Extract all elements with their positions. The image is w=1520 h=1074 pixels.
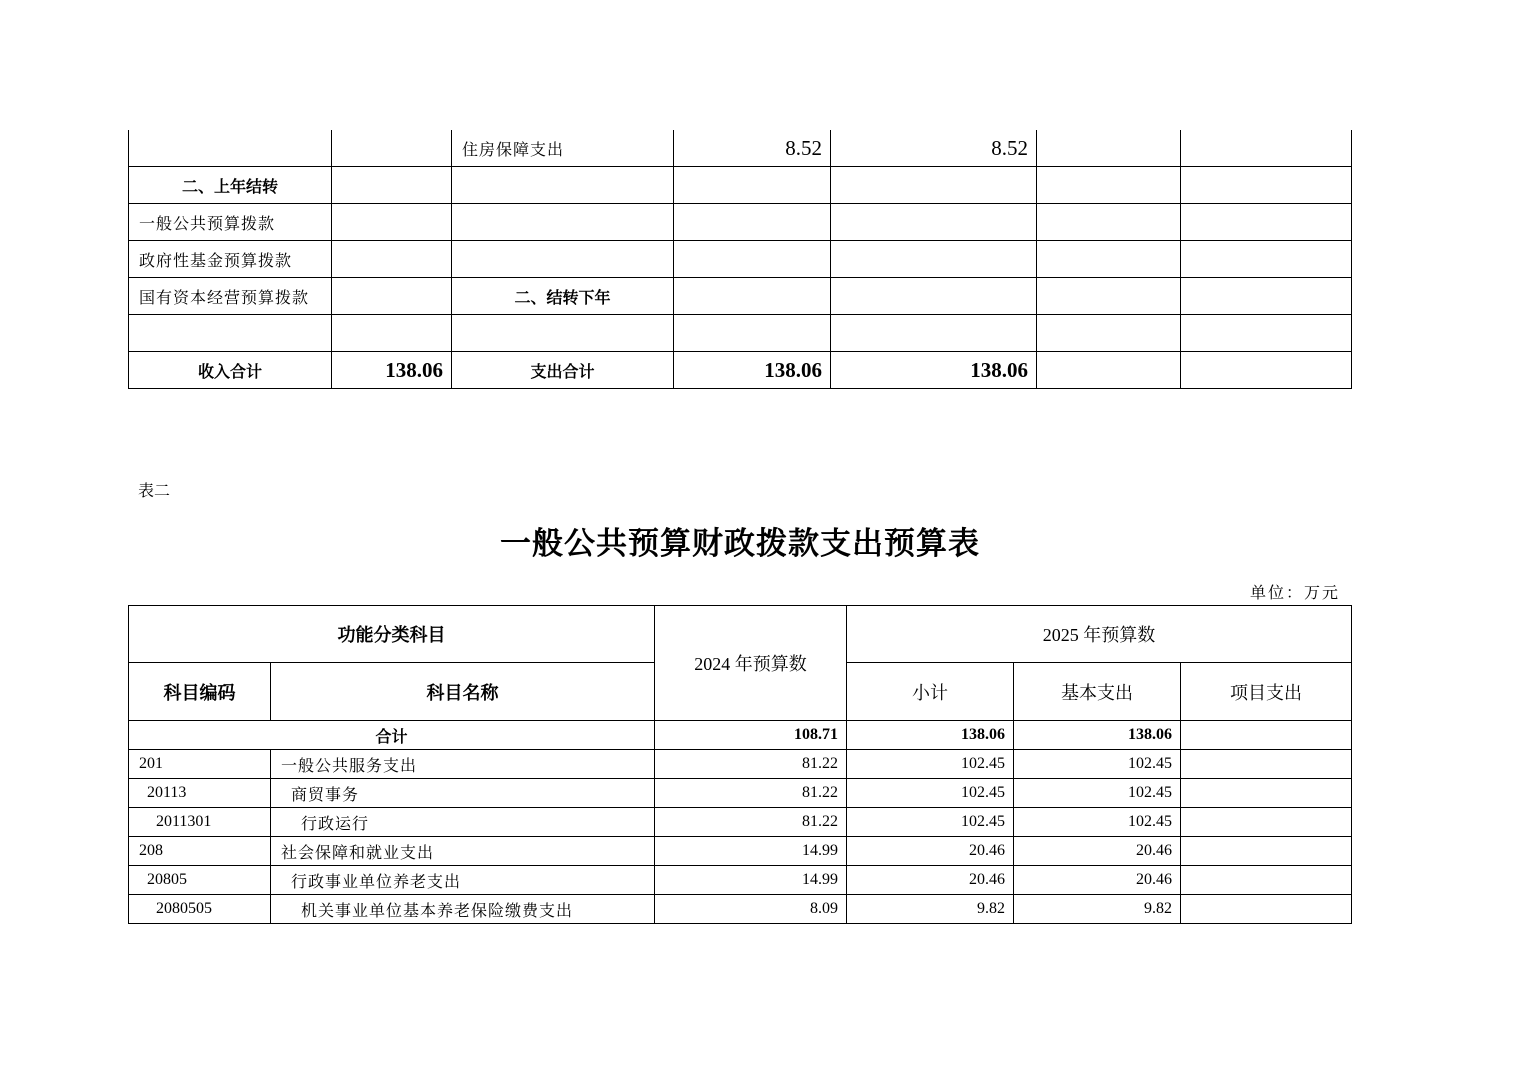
item-2024: 14.99 [655, 866, 847, 895]
header-basic: 基本支出 [1014, 663, 1181, 721]
cell: 8.52 [674, 130, 831, 167]
cell [1181, 167, 1352, 204]
item-2024: 81.22 [655, 779, 847, 808]
table-row [129, 130, 1352, 167]
cell [332, 278, 452, 315]
income-expense-table-continued [128, 130, 1352, 389]
header-subtotal: 小计 [847, 663, 1014, 721]
cell [831, 167, 1037, 204]
cell: 一般公共预算拨款 [129, 204, 332, 241]
cell [1037, 241, 1181, 278]
table-label: 表二 [138, 481, 171, 500]
table-row [129, 241, 1352, 278]
item-project [1181, 866, 1352, 895]
header-code: 科目编码 [129, 663, 271, 721]
cell: 住房保障支出 [452, 130, 674, 167]
cell [452, 204, 674, 241]
header-project: 项目支出 [1181, 663, 1352, 721]
table-row-total [129, 352, 1352, 389]
item-basic: 102.45 [1014, 779, 1181, 808]
cell [332, 167, 452, 204]
cell [332, 204, 452, 241]
item-project [1181, 750, 1352, 779]
total-subtotal: 138.06 [847, 721, 1014, 750]
table-row [129, 315, 1352, 352]
table-row [129, 866, 1352, 895]
cell [1037, 278, 1181, 315]
cell: 8.52 [831, 130, 1037, 167]
cell [452, 315, 674, 352]
item-code: 2011301 [129, 808, 271, 837]
cell [831, 315, 1037, 352]
table-row [129, 895, 1352, 924]
total-project [1181, 721, 1352, 750]
item-code: 20113 [129, 779, 271, 808]
item-basic: 20.46 [1014, 866, 1181, 895]
cell [674, 167, 831, 204]
cell [674, 241, 831, 278]
item-subtotal: 20.46 [847, 837, 1014, 866]
cell [1181, 204, 1352, 241]
table-row [129, 808, 1352, 837]
item-name: 社会保障和就业支出 [271, 837, 655, 866]
cell [1181, 315, 1352, 352]
cell [332, 315, 452, 352]
item-subtotal: 102.45 [847, 750, 1014, 779]
table-row [129, 167, 1352, 204]
cell [1037, 167, 1181, 204]
general-budget-expenditure-table [128, 605, 1352, 924]
cell: 二、结转下年 [452, 278, 674, 315]
item-name: 一般公共服务支出 [271, 750, 655, 779]
item-subtotal: 102.45 [847, 808, 1014, 837]
total-2024: 108.71 [655, 721, 847, 750]
cell [452, 241, 674, 278]
cell [1181, 352, 1352, 389]
item-name: 行政事业单位养老支出 [271, 866, 655, 895]
cell [1181, 130, 1352, 167]
cell [332, 130, 452, 167]
cell [129, 315, 332, 352]
cell [674, 278, 831, 315]
unit-label: 单位：万元 [1250, 583, 1341, 602]
income-total-label: 收入合计 [129, 352, 332, 389]
header-row [129, 606, 1352, 663]
total-label: 合计 [129, 721, 655, 750]
item-basic: 102.45 [1014, 808, 1181, 837]
cell [1181, 241, 1352, 278]
table-row [129, 278, 1352, 315]
table-row [129, 837, 1352, 866]
cell [674, 315, 831, 352]
item-name: 商贸事务 [271, 779, 655, 808]
item-code: 208 [129, 837, 271, 866]
item-subtotal: 20.46 [847, 866, 1014, 895]
cell: 政府性基金预算拨款 [129, 241, 332, 278]
cell [1181, 278, 1352, 315]
cell [129, 130, 332, 167]
item-subtotal: 102.45 [847, 779, 1014, 808]
expense-total-label: 支出合计 [452, 352, 674, 389]
total-basic: 138.06 [1014, 721, 1181, 750]
item-project [1181, 808, 1352, 837]
item-name: 机关事业单位基本养老保险缴费支出 [271, 895, 655, 924]
item-project [1181, 779, 1352, 808]
table-title: 一般公共预算财政拨款支出预算表 [500, 526, 980, 562]
item-project [1181, 895, 1352, 924]
header-2024-budget: 2024 年预算数 [655, 606, 847, 721]
cell [1037, 204, 1181, 241]
cell: 国有资本经营预算拨款 [129, 278, 332, 315]
table-row [129, 750, 1352, 779]
expense-total-value: 138.06 [674, 352, 831, 389]
item-code: 20805 [129, 866, 271, 895]
cell [674, 204, 831, 241]
cell [1037, 130, 1181, 167]
table-row [129, 204, 1352, 241]
item-basic: 102.45 [1014, 750, 1181, 779]
item-basic: 9.82 [1014, 895, 1181, 924]
item-name: 行政运行 [271, 808, 655, 837]
total-row [129, 721, 1352, 750]
item-2024: 8.09 [655, 895, 847, 924]
item-2024: 14.99 [655, 837, 847, 866]
header-2025-budget: 2025 年预算数 [847, 606, 1352, 663]
header-functional: 功能分类科目 [129, 606, 655, 663]
item-code: 201 [129, 750, 271, 779]
table-row [129, 779, 1352, 808]
item-2024: 81.22 [655, 750, 847, 779]
cell [831, 241, 1037, 278]
income-total-value: 138.06 [332, 352, 452, 389]
item-2024: 81.22 [655, 808, 847, 837]
expense-total-value-2: 138.06 [831, 352, 1037, 389]
cell [452, 167, 674, 204]
cell [1037, 352, 1181, 389]
header-name: 科目名称 [271, 663, 655, 721]
item-basic: 20.46 [1014, 837, 1181, 866]
cell [831, 204, 1037, 241]
cell [1037, 315, 1181, 352]
item-subtotal: 9.82 [847, 895, 1014, 924]
cell [332, 241, 452, 278]
item-code: 2080505 [129, 895, 271, 924]
item-project [1181, 837, 1352, 866]
cell [831, 278, 1037, 315]
cell: 二、上年结转 [129, 167, 332, 204]
